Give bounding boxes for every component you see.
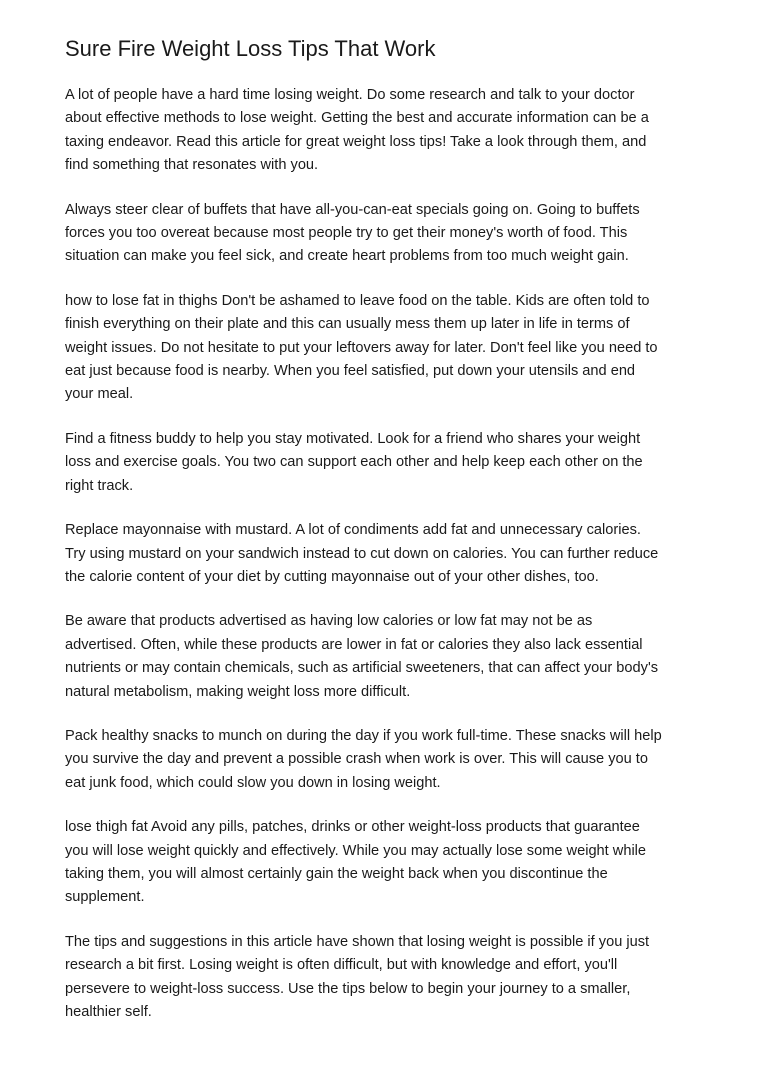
text-line: nutrients or may contain chemicals, such as artificial sweeteners, that can affect your body's — [65, 660, 659, 677]
text-line: right track. — [65, 477, 134, 494]
text-line: you will lose weight quickly and effectively. While you may actually lose some weight while — [65, 842, 647, 859]
paragraph-mustard — [65, 519, 705, 589]
text-line: forces you too overeat because most people try to get their money's worth of food. This — [65, 225, 628, 242]
text-line: your meal. — [65, 386, 134, 403]
text-line: Replace mayonnaise with mustard. A lot of condiments add fat and unnecessary calories. — [65, 522, 641, 539]
text-line: how to lose fat in thighs Don't be ashamed to leave food on the table. Kids are often told to — [65, 292, 650, 309]
text-line: taxing endeavor. Read this article for great weight loss tips! Take a look through them, and — [65, 133, 647, 150]
text-line: natural metabolism, making weight loss more difficult. — [65, 683, 411, 700]
text-line: find something that resonates with you. — [65, 157, 319, 174]
paragraph-snacks — [65, 725, 705, 795]
paragraph-low-fat — [65, 610, 705, 704]
text-line: Find a fitness buddy to help you stay motivated. Look for a friend who shares your weight — [65, 430, 641, 447]
text-line: taking them, you will almost certainly gain the weight back when you discontinue the — [65, 865, 608, 882]
text-line: research a bit first. Losing weight is often difficult, but with knowledge and effort, you'll — [65, 957, 618, 974]
text-line: Try using mustard on your sandwich instead to cut down on calories. You can further reduce — [65, 545, 659, 562]
text-line: Pack healthy snacks to munch on during the day if you work full-time. These snacks will help — [65, 727, 662, 744]
text-line: Always steer clear of buffets that have all-you-can-eat specials going on. Going to buffets — [65, 201, 640, 218]
text-line: eat junk food, which could slow you down in losing weight. — [65, 774, 441, 791]
text-line: loss and exercise goals. You two can support each other and help keep each other on the — [65, 454, 643, 471]
document-page — [65, 36, 705, 1045]
text-line: advertised. Often, while these products are lower in fat or calories they also lack essential — [65, 636, 643, 653]
paragraph-conclusion — [65, 931, 705, 1025]
paragraph-buffets — [65, 199, 705, 269]
text-line: The tips and suggestions in this article have shown that losing weight is possible if you just — [65, 933, 650, 950]
text-line: persevere to weight-loss success. Use the tips below to begin your journey to a smaller, — [65, 980, 631, 997]
text-line: about effective methods to lose weight. Getting the best and accurate information can be a — [65, 110, 649, 127]
text-line: supplement. — [65, 889, 145, 906]
text-line: weight issues. Do not hesitate to put your leftovers away for later. Don't feel like you need to — [65, 339, 658, 356]
paragraph-intro — [65, 84, 705, 178]
text-line: you survive the day and prevent a possible crash when work is over. This will cause you to — [65, 751, 648, 768]
paragraph-fitness-buddy — [65, 428, 705, 498]
text-line: Be aware that products advertised as having low calories or low fat may not be as — [65, 613, 593, 630]
text-line: eat just because food is nearby. When you feel satisfied, put down your utensils and end — [65, 363, 636, 380]
text-line: situation can make you feel sick, and create heart problems from too much weight gain. — [65, 248, 629, 265]
text-line: A lot of people have a hard time losing weight. Do some research and talk to your doctor — [65, 87, 635, 103]
paragraph-pills — [65, 816, 705, 910]
paragraph-thighs — [65, 290, 705, 407]
page-title: Sure Fire Weight Loss Tips That Work — [65, 36, 436, 61]
text-line: the calorie content of your diet by cutting mayonnaise out of your other dishes, too. — [65, 568, 599, 585]
text-line: lose thigh fat Avoid any pills, patches, drinks or other weight-loss products that guarantee — [65, 819, 640, 836]
text-line: healthier self. — [65, 1004, 152, 1020]
text-line: finish everything on their plate and this can usually mess them up later in life in terms of — [65, 316, 630, 333]
